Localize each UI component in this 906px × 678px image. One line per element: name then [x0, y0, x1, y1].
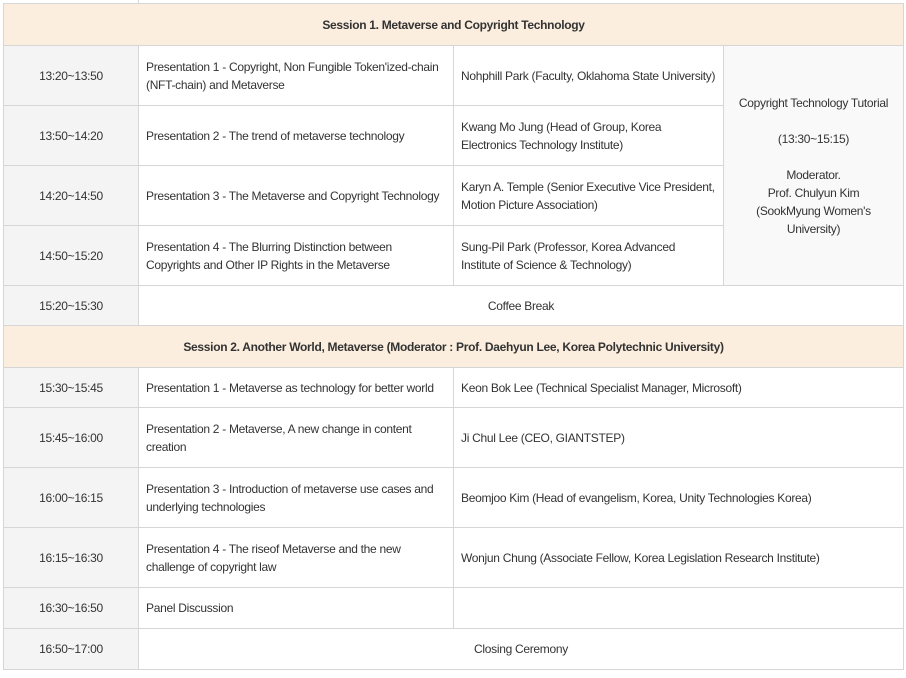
time-cell: 14:20~14:50 [4, 166, 139, 226]
time-cell: 16:00~16:15 [4, 468, 139, 528]
session-header-row [4, 326, 904, 368]
panel-row [4, 588, 904, 629]
schedule-table [3, 3, 904, 670]
tutorial-moderator-label: Moderator. [786, 167, 841, 182]
presentation-cell: Presentation 2 - The trend of metaverse technology [139, 106, 454, 166]
session-header-row [4, 4, 904, 46]
presentation-cell: Presentation 1 - Metaverse as technology for better world [139, 368, 454, 408]
presentation-cell: Presentation 3 - The Metaverse and Copyright Technology [139, 166, 454, 226]
tutorial-time: (13:30~15:15) [777, 131, 850, 146]
table-row [4, 408, 904, 468]
time-cell: 16:50~17:00 [4, 629, 139, 670]
table-row [4, 528, 904, 588]
time-cell: 16:15~16:30 [4, 528, 139, 588]
presentation-cell: Presentation 1 - Copyright, Non Fungible Token'ized-chain (NFT-chain) and Metaverse [139, 46, 454, 106]
table-row [4, 368, 904, 408]
time-cell: 14:50~15:20 [4, 226, 139, 286]
speaker-cell: Nohphill Park (Faculty, Oklahoma State University) [454, 46, 724, 106]
coffee-break-label: Coffee Break [139, 286, 904, 326]
table-row [4, 468, 904, 528]
closing-ceremony-label: Closing Ceremony [139, 629, 904, 670]
presentation-cell: Presentation 4 - The riseof Metaverse and the new challenge of copyright law [139, 528, 454, 588]
presentation-cell: Presentation 4 - The Blurring Distinction between Copyrights and Other IP Rights in the Metaverse [139, 226, 454, 286]
time-cell: 15:45~16:00 [4, 408, 139, 468]
panel-speaker-cell [454, 588, 904, 629]
speaker-cell: Sung-Pil Park (Professor, Korea Advanced Institute of Science & Technology) [454, 226, 724, 286]
closing-row [4, 629, 904, 670]
presentation-cell: Presentation 2 - Metaverse, A new change in content creation [139, 408, 454, 468]
speaker-cell: Kwang Mo Jung (Head of Group, Korea Electronics Technology Institute) [454, 106, 724, 166]
panel-discussion-label: Panel Discussion [139, 588, 454, 629]
session-2-title: Session 2. Another World, Metaverse (Moderator : Prof. Daehyun Lee, Korea Polytechnic University) [4, 326, 904, 368]
time-cell: 16:30~16:50 [4, 588, 139, 629]
time-cell: 15:20~15:30 [4, 286, 139, 326]
speaker-cell: Keon Bok Lee (Technical Specialist Manager, Microsoft) [454, 368, 904, 408]
tutorial-moderator-name: Prof. Chulyun Kim [767, 185, 860, 200]
break-row [4, 286, 904, 326]
speaker-cell: Beomjoo Kim (Head of evangelism, Korea, Unity Technologies Korea) [454, 468, 904, 528]
time-cell: 13:20~13:50 [4, 46, 139, 106]
time-cell: 13:50~14:20 [4, 106, 139, 166]
table-row [4, 46, 904, 106]
tutorial-title: Copyright Technology Tutorial [738, 95, 889, 110]
tutorial-moderator-affiliation: (SookMyung Women's University) [756, 203, 871, 236]
speaker-cell: Wonjun Chung (Associate Fellow, Korea Legislation Research Institute) [454, 528, 904, 588]
speaker-cell: Karyn A. Temple (Senior Executive Vice President, Motion Picture Association) [454, 166, 724, 226]
session-1-title: Session 1. Metaverse and Copyright Technology [4, 4, 904, 46]
speaker-cell: Ji Chul Lee (CEO, GIANTSTEP) [454, 408, 904, 468]
time-cell: 15:30~15:45 [4, 368, 139, 408]
presentation-cell: Presentation 3 - Introduction of metaverse use cases and underlying technologies [139, 468, 454, 528]
tutorial-cell [724, 46, 904, 286]
